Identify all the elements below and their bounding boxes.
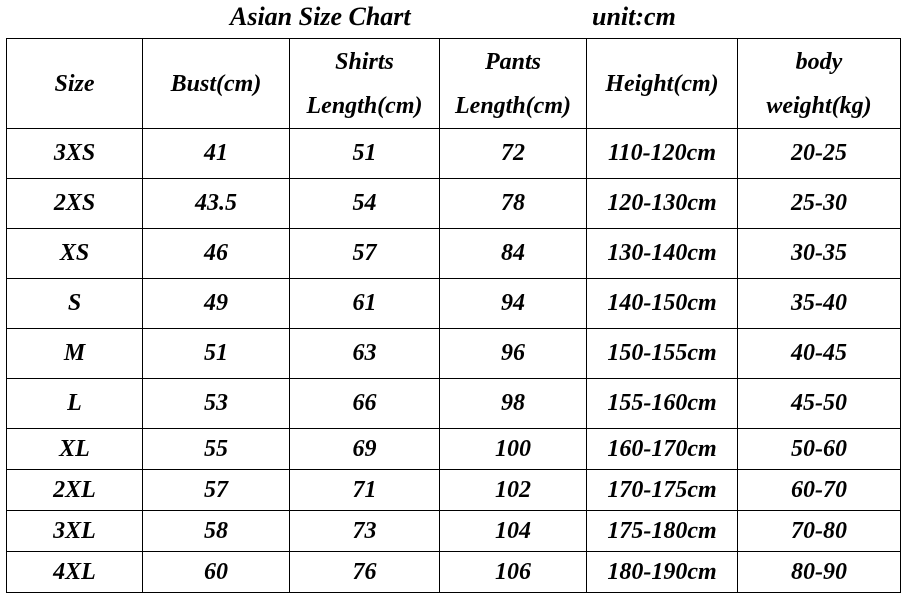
- shirts-length-cell: 61: [290, 279, 440, 329]
- pants-length-cell: 94: [440, 279, 587, 329]
- table-row: [7, 511, 901, 552]
- body-weight-cell: 40-45: [738, 329, 901, 379]
- size-cell: XS: [7, 229, 143, 279]
- pants-length-cell: 104: [440, 511, 587, 552]
- table-row: [7, 429, 901, 470]
- shirts-length-cell: 63: [290, 329, 440, 379]
- size-cell: 3XS: [7, 129, 143, 179]
- chart-title: Asian Size Chart: [230, 2, 411, 31]
- bust-cell: 55: [143, 429, 290, 470]
- height-cell: 130-140cm: [587, 229, 738, 279]
- body-weight-cell: 60-70: [738, 470, 901, 511]
- bust-cell: 41: [143, 129, 290, 179]
- column-header-body-weight: body weight(kg): [738, 39, 901, 129]
- shirts-length-cell: 73: [290, 511, 440, 552]
- pants-length-cell: 100: [440, 429, 587, 470]
- title-row: [0, 0, 910, 38]
- body-weight-cell: 70-80: [738, 511, 901, 552]
- size-cell: XL: [7, 429, 143, 470]
- size-cell: 4XL: [7, 552, 143, 593]
- height-cell: 160-170cm: [587, 429, 738, 470]
- column-header-shirts-length: Shirts Length(cm): [290, 39, 440, 129]
- height-cell: 180-190cm: [587, 552, 738, 593]
- size-cell: 3XL: [7, 511, 143, 552]
- body-weight-cell: 25-30: [738, 179, 901, 229]
- table-row: [7, 229, 901, 279]
- bust-cell: 46: [143, 229, 290, 279]
- shirts-length-cell: 66: [290, 379, 440, 429]
- pants-length-cell: 78: [440, 179, 587, 229]
- bust-cell: 58: [143, 511, 290, 552]
- height-cell: 140-150cm: [587, 279, 738, 329]
- table-row: [7, 129, 901, 179]
- size-cell: S: [7, 279, 143, 329]
- size-chart-table: [6, 38, 901, 593]
- shirts-length-cell: 76: [290, 552, 440, 593]
- shirts-length-cell: 54: [290, 179, 440, 229]
- body-weight-cell: 20-25: [738, 129, 901, 179]
- height-cell: 175-180cm: [587, 511, 738, 552]
- size-cell: M: [7, 329, 143, 379]
- body-weight-cell: 30-35: [738, 229, 901, 279]
- body-weight-cell: 50-60: [738, 429, 901, 470]
- column-header-height: Height(cm): [587, 39, 738, 129]
- pants-length-cell: 96: [440, 329, 587, 379]
- table-row: [7, 552, 901, 593]
- height-cell: 170-175cm: [587, 470, 738, 511]
- body-weight-cell: 45-50: [738, 379, 901, 429]
- height-cell: 120-130cm: [587, 179, 738, 229]
- column-header-pants-length: Pants Length(cm): [440, 39, 587, 129]
- pants-length-cell: 72: [440, 129, 587, 179]
- bust-cell: 43.5: [143, 179, 290, 229]
- pants-length-cell: 84: [440, 229, 587, 279]
- shirts-length-cell: 57: [290, 229, 440, 279]
- unit-label: unit:cm: [592, 2, 676, 31]
- body-weight-cell: 80-90: [738, 552, 901, 593]
- pants-length-cell: 102: [440, 470, 587, 511]
- bust-cell: 51: [143, 329, 290, 379]
- pants-length-cell: 106: [440, 552, 587, 593]
- size-cell: 2XS: [7, 179, 143, 229]
- column-header-size: Size: [7, 39, 143, 129]
- size-cell: 2XL: [7, 470, 143, 511]
- table-row: [7, 470, 901, 511]
- table-row: [7, 329, 901, 379]
- shirts-length-cell: 51: [290, 129, 440, 179]
- size-cell: L: [7, 379, 143, 429]
- header-row: [7, 39, 901, 129]
- table-row: [7, 179, 901, 229]
- pants-length-cell: 98: [440, 379, 587, 429]
- bust-cell: 57: [143, 470, 290, 511]
- table-row: [7, 279, 901, 329]
- height-cell: 110-120cm: [587, 129, 738, 179]
- bust-cell: 53: [143, 379, 290, 429]
- height-cell: 150-155cm: [587, 329, 738, 379]
- bust-cell: 60: [143, 552, 290, 593]
- column-header-bust: Bust(cm): [143, 39, 290, 129]
- table-row: [7, 379, 901, 429]
- shirts-length-cell: 69: [290, 429, 440, 470]
- body-weight-cell: 35-40: [738, 279, 901, 329]
- height-cell: 155-160cm: [587, 379, 738, 429]
- bust-cell: 49: [143, 279, 290, 329]
- shirts-length-cell: 71: [290, 470, 440, 511]
